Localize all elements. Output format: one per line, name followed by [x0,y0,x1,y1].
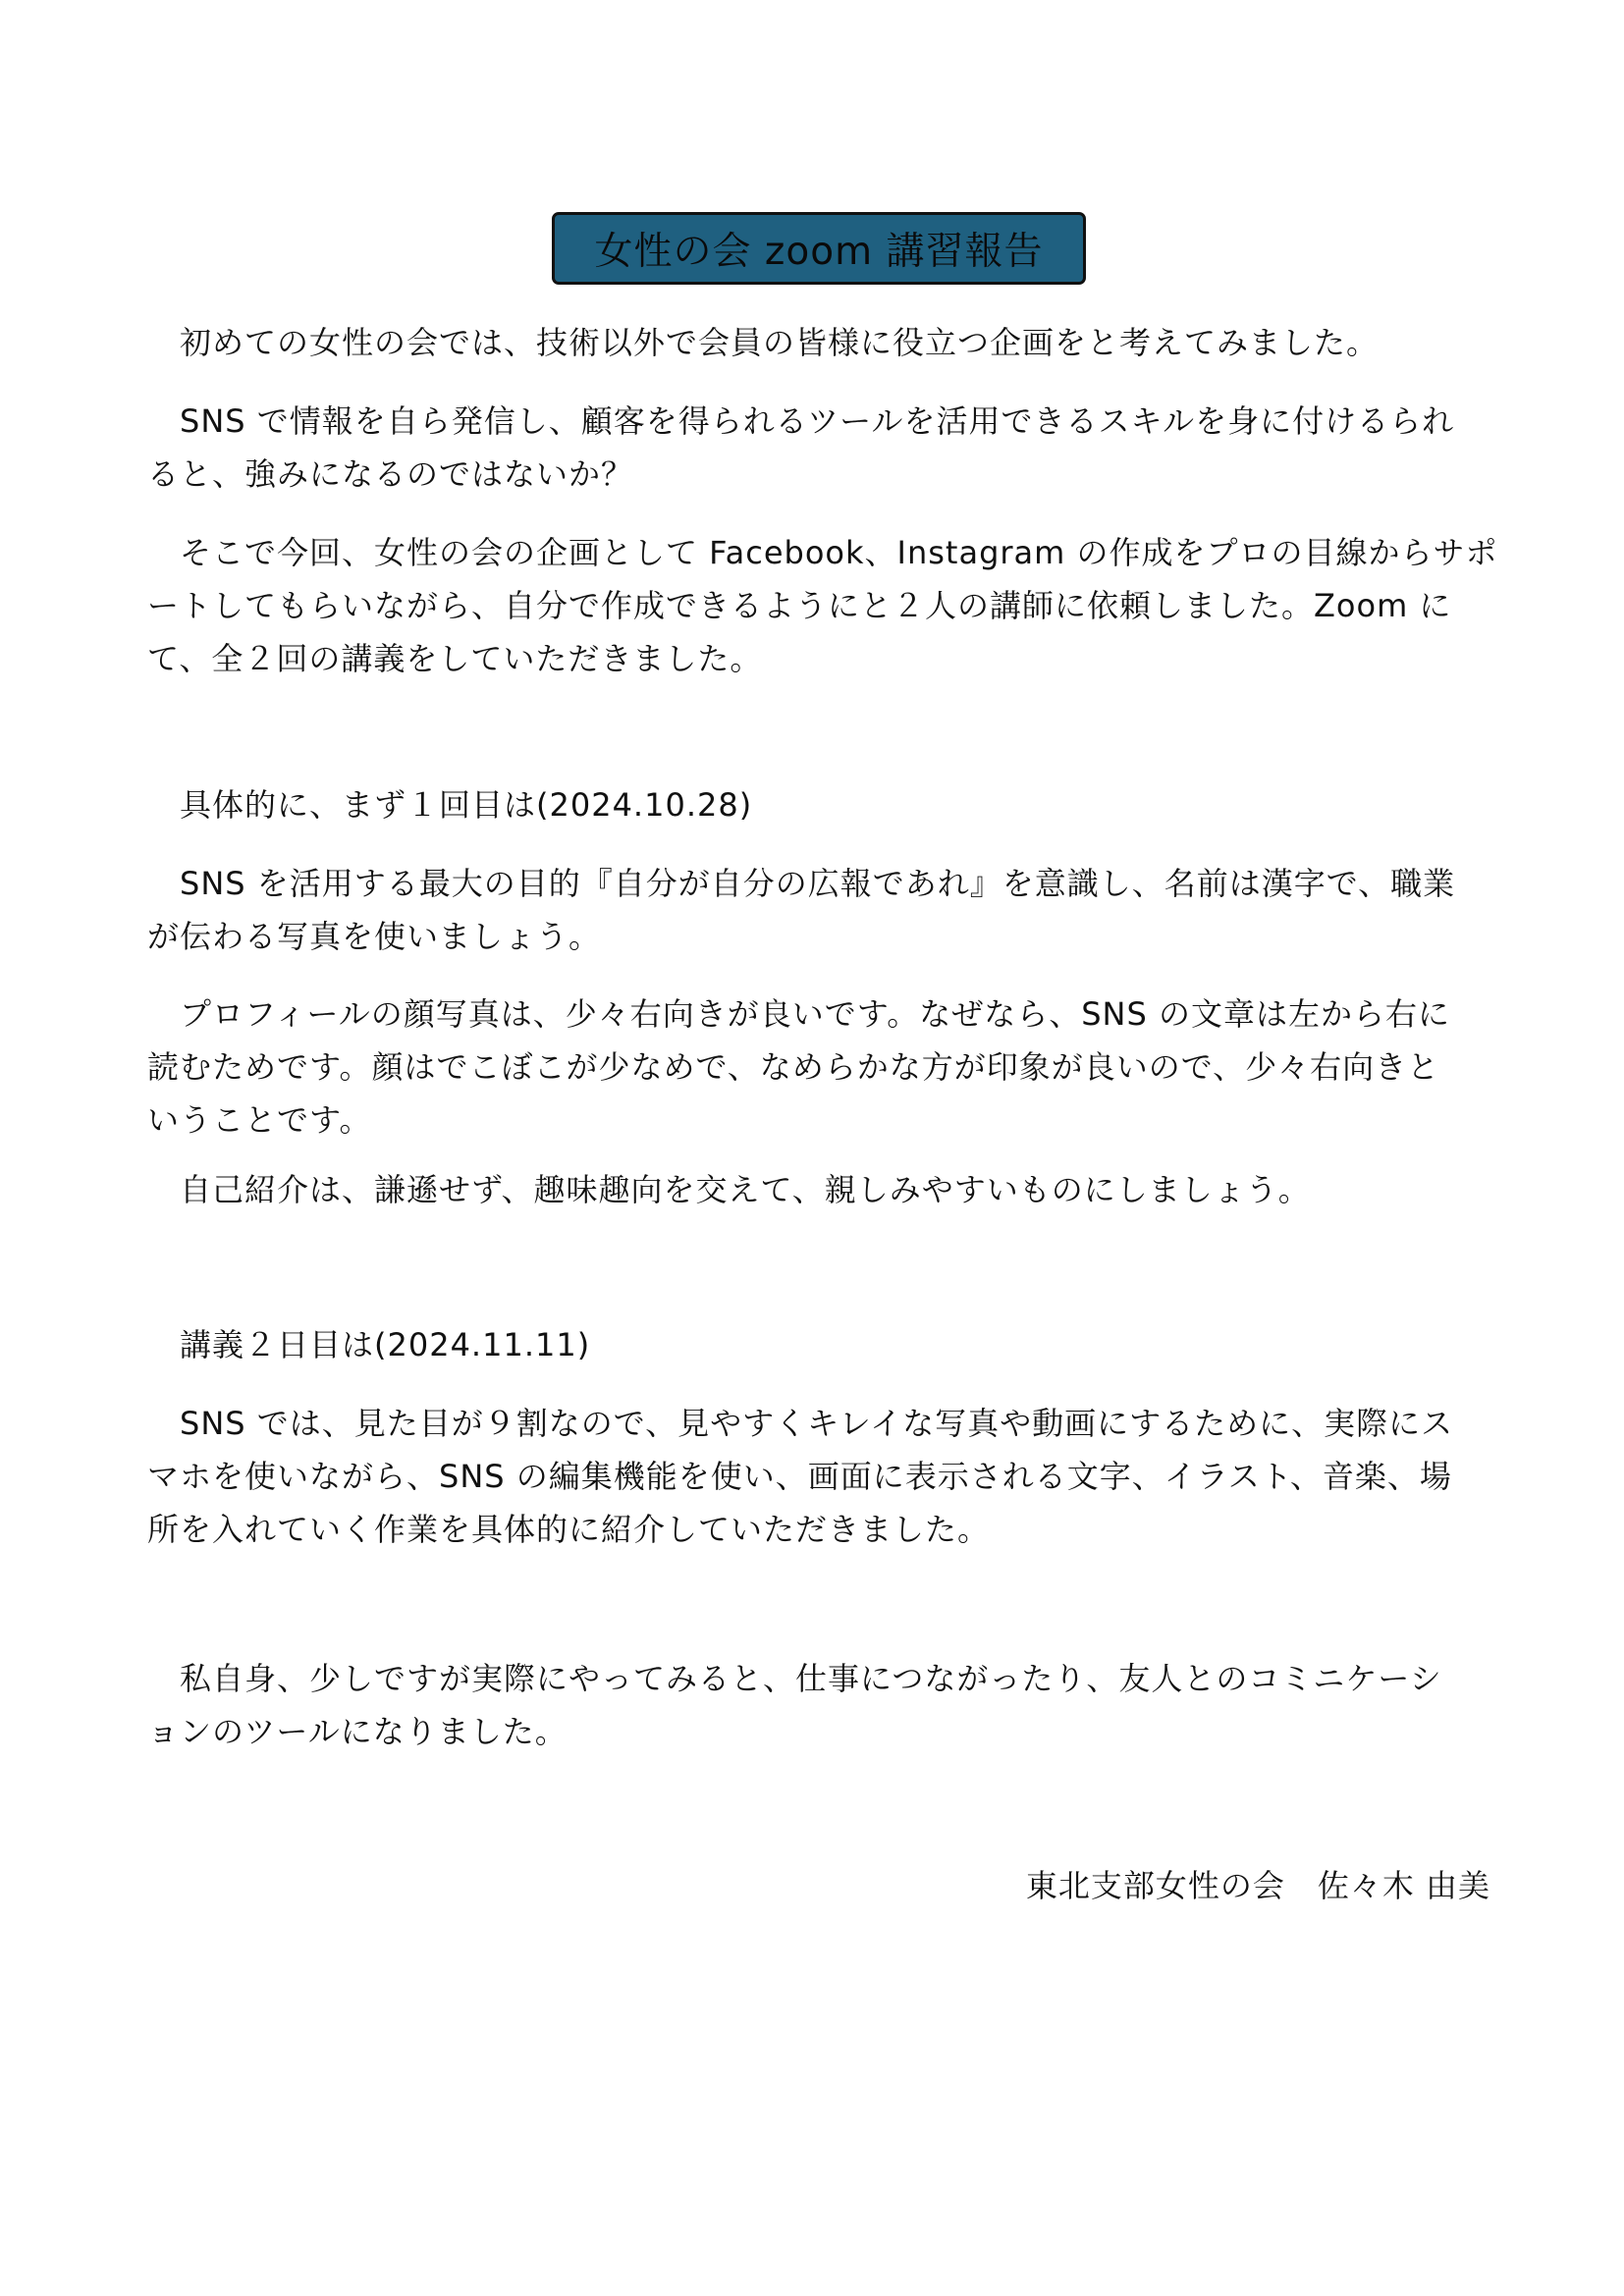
text-line: SNS で情報を自ら発信し、顧客を得られるツールを活用できるスキルを身に付けるられ [147,402,1455,440]
paragraph-session2-content [147,1397,1483,1556]
text-line: 具体的に、まず１回目は(2024.10.28) [147,786,753,824]
text-line: 私自身、少しですが実際にやってみると、仕事につながったり、友人とのコミニケーシ [147,1660,1442,1697]
text-line: 所を入れていく作業を具体的に紹介していただきました。 [147,1511,991,1548]
text-line: SNS を活用する最大の目的『自分が自分の広報であれ』を意識し、名前は漢字で、職業 [147,865,1456,902]
paragraph-session1-intro [147,1163,1483,1216]
text-line: プロフィールの顔写真は、少々右向きが良いです。なぜなら、SNS の文章は左から右に [147,995,1450,1033]
paragraph-session1-purpose [147,857,1483,963]
author-signature: 東北支部女性の会 佐々木 由美 [1025,1867,1490,1904]
title-banner [552,212,1086,285]
paragraph-session1-photo [147,988,1483,1147]
paragraph-plan [147,526,1498,685]
text-line: ると、強みになるのではないか？ [147,455,634,493]
text-line: マホを使いながら、SNS の編集機能を使い、画面に表示される文字、イラスト、音楽、場 [147,1458,1452,1495]
text-line: 自己紹介は、謙遜せず、趣味趣向を交えて、親しみやすいものにしましょう。 [147,1171,1311,1208]
text-line: 初めての女性の会では、技術以外で会員の皆様に役立つ企画をと考えてみました。 [147,324,1380,361]
text-line: て、全２回の講義をしていただきました。 [147,640,763,677]
text-line: いうことです。 [147,1101,372,1139]
paragraph-conclusion [147,1652,1483,1758]
paragraph-session2-heading [147,1318,1483,1371]
text-line: ートしてもらいながら、自分で作成できるようにと２人の講師に依頼しました。Zoom に [147,587,1452,624]
text-line: そこで今回、女性の会の企画として Facebook、Instagram の作成をプロの目線からサポ [147,534,1498,571]
paragraph-sns-goal [147,395,1483,501]
text-line: 読むためです。顔はでこぼこが少なめで、なめらかな方が印象が良いので、少々右向きと [147,1048,1440,1086]
paragraph-session1-heading [147,778,1483,831]
text-line: 講義２日目は(2024.11.11) [147,1326,591,1363]
text-line: ョンのツールになりました。 [147,1713,568,1750]
page-title: 女性の会 zoom 講習報告 [594,230,1044,274]
text-line: SNS では、見た目が９割なので、見やすくキレイな写真や動画にするために、実際にス [147,1405,1454,1442]
paragraph-intro [147,316,1483,369]
text-line: が伝わる写真を使いましょう。 [147,918,602,955]
